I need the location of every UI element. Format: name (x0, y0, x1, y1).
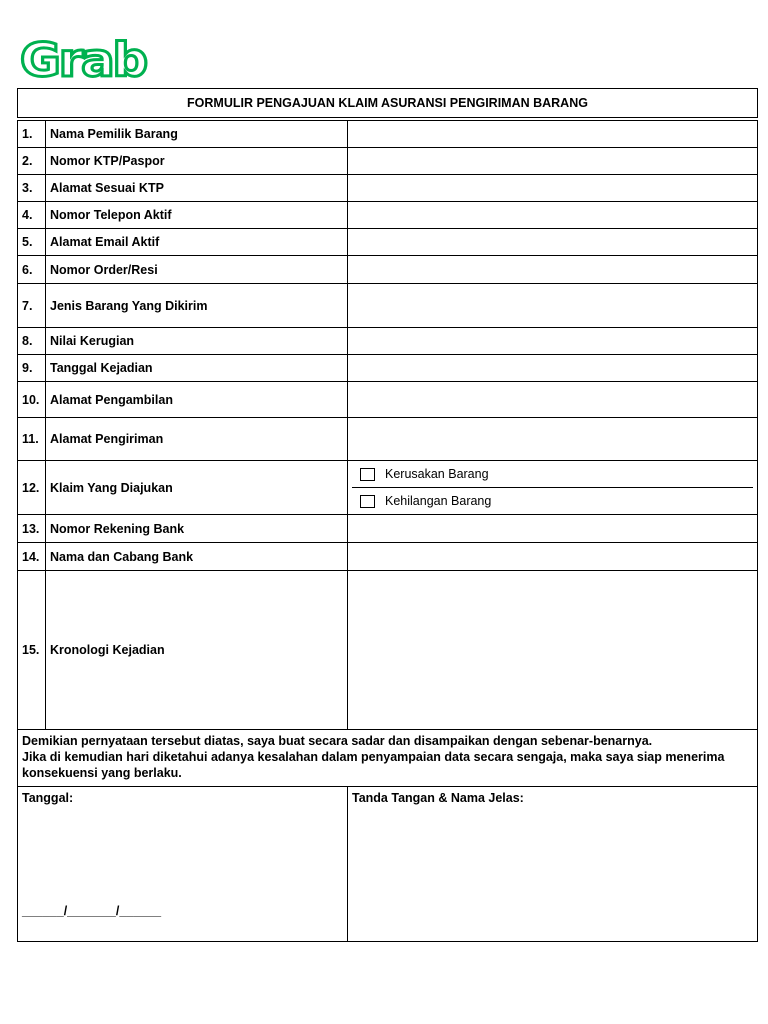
row-number: 8. (18, 328, 46, 355)
row-number: 13. (18, 515, 46, 543)
row-number: 12. (18, 461, 46, 515)
checkbox[interactable] (360, 468, 375, 481)
claim-option[interactable] (352, 488, 753, 514)
form-row (18, 461, 758, 515)
statement-line-1: Demikian pernyataan tersebut diatas, saya buat secara sadar dan disampaikan dengan sebenar-benarnya. (22, 734, 653, 748)
field-value[interactable] (348, 543, 758, 571)
grab-logo (20, 36, 148, 82)
checkbox[interactable] (360, 495, 375, 508)
signature-field[interactable] (348, 787, 757, 941)
field-value[interactable] (348, 284, 758, 328)
field-label: Klaim Yang Diajukan (46, 461, 348, 515)
statement-line-2: Jika di kemudian hari diketahui adanya kesalahan dalam penyampaian data secara sengaja, maka saya siap menerima konsekuensi yang berlaku. (22, 750, 725, 780)
form-row (18, 256, 758, 284)
field-label: Kronologi Kejadian (46, 571, 348, 730)
form-row (18, 382, 758, 418)
form-row (18, 328, 758, 355)
field-value[interactable] (348, 175, 758, 202)
row-number: 6. (18, 256, 46, 284)
option-label: Kehilangan Barang (385, 494, 492, 508)
row-number: 1. (18, 121, 46, 148)
svg-text:Grab: Grab (20, 36, 147, 82)
field-value[interactable] (348, 515, 758, 543)
field-label: Jenis Barang Yang Dikirim (46, 284, 348, 328)
form-row (18, 515, 758, 543)
field-label: Nomor Order/Resi (46, 256, 348, 284)
field-value[interactable] (348, 256, 758, 284)
field-value[interactable] (348, 148, 758, 175)
date-field[interactable] (18, 787, 348, 941)
field-label: Alamat Pengambilan (46, 382, 348, 418)
field-value[interactable] (348, 355, 758, 382)
form-row (18, 418, 758, 461)
claim-type-options (348, 461, 758, 515)
declaration-statement (17, 730, 758, 787)
field-label: Alamat Pengiriman (46, 418, 348, 461)
row-number: 15. (18, 571, 46, 730)
field-value[interactable] (348, 121, 758, 148)
date-placeholder: ______/_______/______ (22, 904, 162, 918)
row-number: 2. (18, 148, 46, 175)
field-value[interactable] (348, 202, 758, 229)
option-label: Kerusakan Barang (385, 467, 489, 481)
claim-option[interactable] (352, 461, 753, 488)
row-number: 7. (18, 284, 46, 328)
row-number: 11. (18, 418, 46, 461)
row-number: 10. (18, 382, 46, 418)
claim-form-table (17, 120, 758, 730)
field-value[interactable] (348, 382, 758, 418)
field-value[interactable] (348, 229, 758, 256)
form-row (18, 571, 758, 730)
row-number: 4. (18, 202, 46, 229)
field-value[interactable] (348, 418, 758, 461)
signature-label: Tanda Tangan & Nama Jelas: (352, 791, 524, 805)
signature-section (17, 787, 758, 942)
form-row (18, 121, 758, 148)
row-number: 5. (18, 229, 46, 256)
form-row (18, 202, 758, 229)
field-label: Alamat Email Aktif (46, 229, 348, 256)
field-label: Tanggal Kejadian (46, 355, 348, 382)
form-row (18, 148, 758, 175)
field-label: Nomor KTP/Paspor (46, 148, 348, 175)
form-title: FORMULIR PENGAJUAN KLAIM ASURANSI PENGIRIMAN BARANG (17, 88, 758, 118)
form-row (18, 543, 758, 571)
form-row (18, 355, 758, 382)
row-number: 9. (18, 355, 46, 382)
field-label: Nomor Rekening Bank (46, 515, 348, 543)
field-value[interactable] (348, 328, 758, 355)
field-value[interactable] (348, 571, 758, 730)
form-row (18, 284, 758, 328)
date-label: Tanggal: (22, 791, 74, 805)
field-label: Alamat Sesuai KTP (46, 175, 348, 202)
form-row (18, 175, 758, 202)
field-label: Nilai Kerugian (46, 328, 348, 355)
field-label: Nama Pemilik Barang (46, 121, 348, 148)
field-label: Nama dan Cabang Bank (46, 543, 348, 571)
row-number: 14. (18, 543, 46, 571)
row-number: 3. (18, 175, 46, 202)
field-label: Nomor Telepon Aktif (46, 202, 348, 229)
form-row (18, 229, 758, 256)
